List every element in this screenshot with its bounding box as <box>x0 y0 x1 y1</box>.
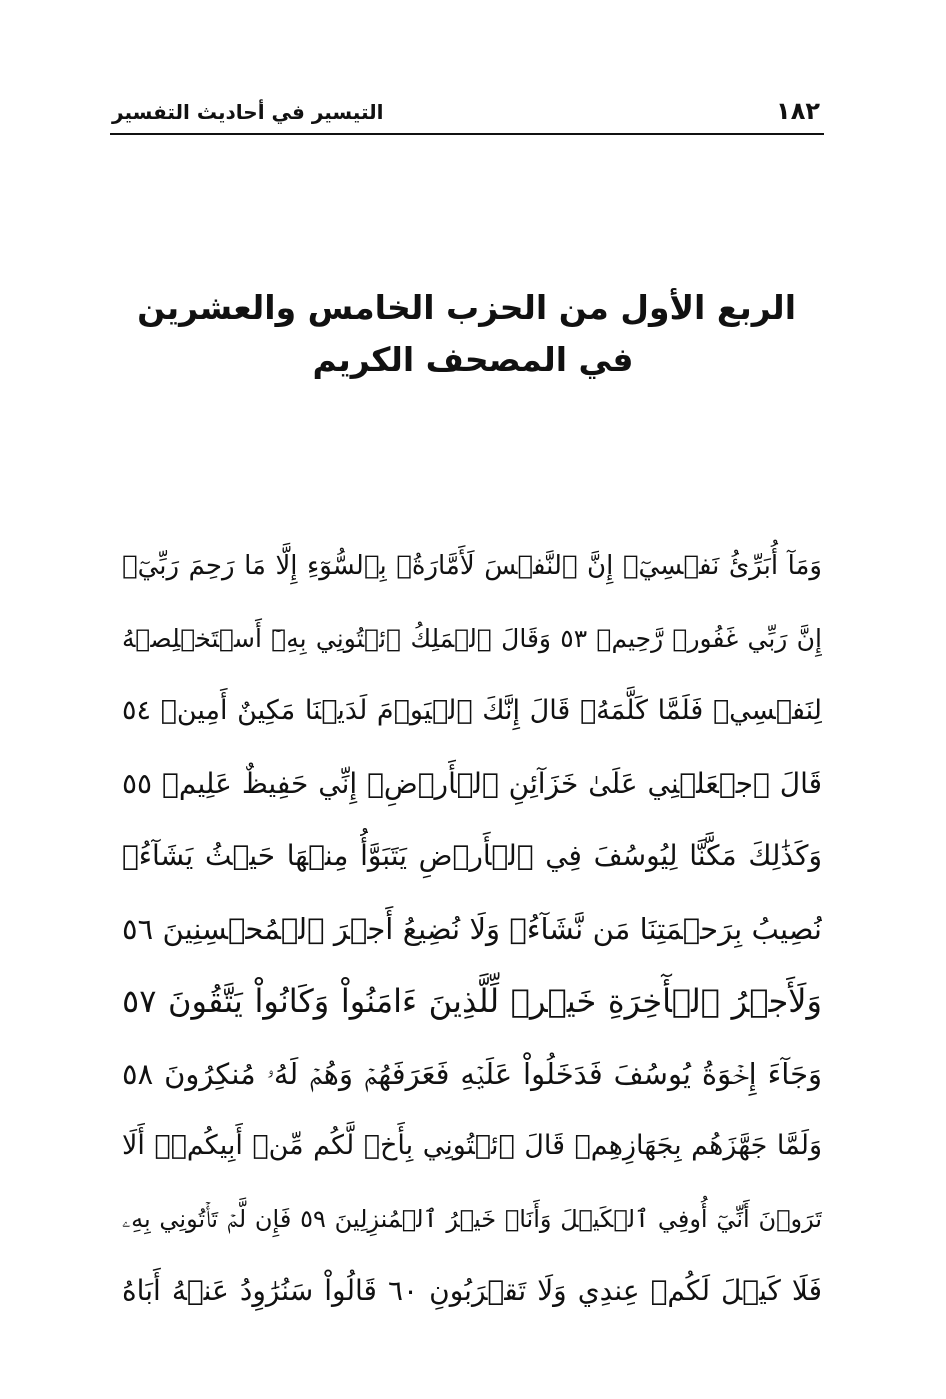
section-title-line-1: الربع الأول من الحزب الخامس والعشرين <box>137 288 796 327</box>
section-title-line-2: في المصحف الكريم <box>312 340 634 379</box>
verse-line: فَلَا كَيۡلَ لَكُمۡ عِندِي وَلَا تَقۡرَبُونِ ٦٠ قَالُواْ سَنُرَٰوِدُ عَنۡهُ أَبَاهُ <box>122 1274 822 1307</box>
header-divider <box>110 133 824 135</box>
verse-line: إِنَّ رَبِّي غَفُورٞ رَّحِيمٞ ٥٣ وَقَالَ ٱلۡمَلِكُ ٱئۡتُونِي بِهِۦٓ أَسۡتَخۡلِصۡهُ <box>122 623 822 653</box>
verse-line: وَلَأَجۡرُ ٱلۡأٓخِرَةِ خَيۡرٞ لِّلَّذِينَ ءَامَنُواْ وَكَانُواْ يَتَّقُونَ ٥٧ <box>122 982 822 1020</box>
quran-verses-block <box>122 530 822 1328</box>
book-title: التيسير في أحاديث التفسير <box>112 100 384 124</box>
verse-line: نُصِيبُ بِرَحۡمَتِنَا مَن نَّشَآءُۖ وَلَا نُضِيعُ أَجۡرَ ٱلۡمُحۡسِنِينَ ٥٦ <box>122 911 822 946</box>
verse-line: قَالَ ٱجۡعَلۡنِي عَلَىٰ خَزَآئِنِ ٱلۡأَرۡضِۖ إِنِّي حَفِيظٌ عَلِيمٞ ٥٥ <box>122 766 822 800</box>
page-number: ١٨٢ <box>776 97 820 125</box>
section-title <box>137 282 796 386</box>
verse-line: وَجَآءَ إِخۡوَةُ يُوسُفَ فَدَخَلُواْ عَلَيۡهِ فَعَرَفَهُمۡ وَهُمۡ لَهُۥ مُنكِرُونَ ٥٨ <box>122 1056 822 1091</box>
verse-line: لِنَفۡسِيۖ فَلَمَّا كَلَّمَهُۥ قَالَ إِنَّكَ ٱلۡيَوۡمَ لَدَيۡنَا مَكِينٌ أَمِينٞ ٥٤ <box>122 695 822 726</box>
verse-line: وَكَذَٰلِكَ مَكَّنَّا لِيُوسُفَ فِي ٱلۡأَرۡضِ يَتَبَوَّأُ مِنۡهَا حَيۡثُ يَشَآءُۚ <box>122 839 822 872</box>
verse-line: تَرَوۡنَ أَنِّيٓ أُوفِي ٱلۡكَيۡلَ وَأَنَا۠ خَيۡرُ ٱلۡمُنزِلِينَ ٥٩ فَإِن لَّمۡ تَأۡتُونِي بِهِۦ <box>122 1204 822 1233</box>
verse-line: وَمَآ أُبَرِّئُ نَفۡسِيٓۚ إِنَّ ٱلنَّفۡسَ لَأَمَّارَةُۢ بِٱلسُّوٓءِ إِلَّا مَا رَحِمَ رَبِّيٓۚ <box>122 551 822 581</box>
verse-line: وَلَمَّا جَهَّزَهُم بِجَهَازِهِمۡ قَالَ ٱئۡتُونِي بِأَخٖ لَّكُم مِّنۡ أَبِيكُمۡۚ أَلَا <box>122 1130 822 1161</box>
running-header <box>110 96 824 132</box>
